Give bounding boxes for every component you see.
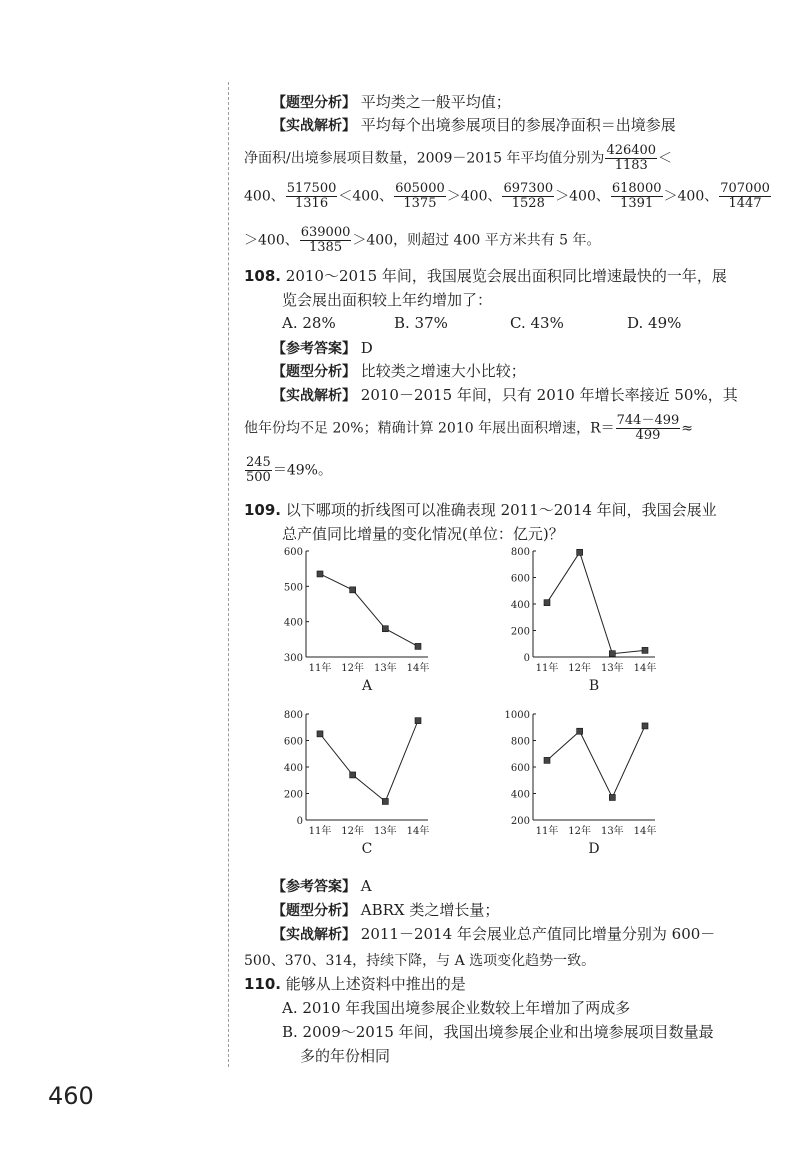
- series-line: [320, 721, 418, 802]
- data-point: [350, 772, 356, 778]
- x-tick-label: 14年: [406, 826, 430, 837]
- option-b: B. 37%: [394, 314, 448, 332]
- question-number: 110.: [244, 975, 282, 993]
- series-line: [320, 574, 418, 646]
- type-analysis-text: 平均类之一般平均值；: [360, 93, 511, 111]
- fraction: $\frac{426400}{1183}$: [606, 143, 657, 173]
- data-point: [382, 626, 388, 632]
- fraction: $\frac{697300}{1528}$: [503, 181, 554, 211]
- fraction: $\frac{517500}{1316}$: [286, 181, 337, 211]
- q110-option-b-line2: 多的年份相同: [300, 1047, 391, 1065]
- y-tick-label: 600: [283, 736, 303, 748]
- y-tick-label: 200: [510, 816, 530, 827]
- x-tick-label: 13年: [600, 826, 624, 837]
- y-tick-label: 0: [523, 653, 530, 664]
- x-tick-label: 13年: [373, 663, 397, 674]
- fraction: $\frac{245}{500}$: [246, 455, 271, 485]
- q108-stem-line1: [244, 266, 727, 286]
- q108-solution-line1: 【实战解析】 2010－2015 年间，只有 2010 年增长率接近 50%，其: [272, 386, 738, 404]
- q107-solution-line3: 400、 $\frac{517500}{1316}$ ＜400、 $\frac{605000}{1375}$ ＞400、 $\frac{697300}{1528}$ ＞400、 $\frac{618000}{1391}$ ＞400、 $\frac{707000}{1447}$: [244, 181, 770, 211]
- y-tick-label: 400: [510, 789, 530, 801]
- data-point: [577, 728, 583, 734]
- page-number: 460: [48, 1082, 94, 1110]
- x-tick-label: 11年: [308, 826, 332, 837]
- answer-tag: 【参考答案】: [272, 341, 356, 357]
- data-point: [609, 794, 615, 800]
- q109-stem-line1: 109. 以下哪项的折线图可以准确表现 2011～2014 年间，我国会展业: [244, 501, 717, 519]
- q107-type-line: [272, 92, 511, 113]
- data-point: [415, 643, 421, 649]
- q109-solution-line1: 【实战解析】 2011－2014 年会展业总产值同比增量分别为 600－: [272, 925, 716, 943]
- y-tick-label: 600: [510, 763, 530, 774]
- y-tick-label: 600: [510, 573, 530, 585]
- solution-tag: 【实战解析】: [272, 118, 356, 134]
- chart-a: [278, 545, 458, 705]
- data-point: [577, 549, 583, 555]
- data-point: [544, 600, 550, 606]
- q108-type-line: 【题型分析】 比较类之增速大小比较；: [272, 362, 526, 380]
- chart-d: [505, 708, 685, 868]
- answer-value: D: [360, 339, 373, 357]
- binding-margin-line: [228, 82, 229, 1067]
- y-tick-label: 0: [296, 816, 303, 827]
- question-number: 109.: [244, 501, 282, 519]
- fraction: $\frac{618000}{1391}$: [611, 181, 662, 211]
- q108-solution-line3: $\frac{245}{500}$ ＝49%。: [246, 455, 332, 485]
- y-tick-label: 400: [510, 600, 530, 611]
- data-point: [350, 587, 356, 593]
- y-tick-label: 400: [283, 617, 303, 629]
- x-tick-label: 12年: [568, 826, 592, 837]
- q110-stem: 110. 能够从上述资料中推出的是: [244, 975, 466, 993]
- x-tick-label: 11年: [535, 663, 559, 674]
- y-tick-label: 800: [510, 736, 530, 748]
- type-analysis-tag: 【题型分析】: [272, 95, 356, 111]
- x-tick-label: 14年: [633, 826, 657, 837]
- x-tick-label: 13年: [600, 663, 624, 674]
- q108-solution-line2: 他年份均不足 20%；精确计算 2010 年展出面积增速，R＝ $\frac{744-499}{499}$ ≈: [244, 413, 694, 443]
- q109-type-line: 【题型分析】 ABRX 类之增长量；: [272, 901, 500, 919]
- q109-stem-line2: 总产值同比增量的变化情况(单位：亿元)？: [282, 525, 564, 543]
- x-tick-label: 12年: [341, 663, 365, 674]
- y-tick-label: 600: [283, 547, 303, 558]
- option-a: A. 28%: [282, 314, 336, 332]
- question-stem: 2010～2015 年间，我国展览会展出面积同比增速最快的一年，展: [285, 267, 727, 285]
- q107-solution-line1: [272, 115, 676, 136]
- chart-c: [278, 708, 458, 868]
- data-point: [609, 651, 615, 657]
- y-tick-label: 1000: [504, 710, 530, 721]
- q107-solution-line4: ＞400、 $\frac{639000}{1385}$ ＞400，则超过 400 平方米共有 5 年。: [244, 225, 601, 255]
- data-point: [415, 718, 421, 724]
- fraction: $\frac{744-499}{499}$: [616, 413, 680, 443]
- q110-option-b-line1: B. 2009～2015 年间，我国出境参展企业和出境参展项目数量最: [282, 1023, 714, 1041]
- fraction: $\frac{707000}{1447}$: [720, 181, 770, 211]
- option-c: C. 43%: [510, 314, 564, 332]
- q107-solution-line2: 净面积/出境参展项目数量，2009－2015 年平均值分别为 $\frac{426400}{1183}$ ＜: [244, 143, 673, 173]
- y-tick-label: 400: [283, 763, 303, 774]
- y-tick-label: 800: [510, 547, 530, 558]
- x-tick-label: 13年: [373, 826, 397, 837]
- q110-option-a: A. 2010 年我国出境参展企业数较上年增加了两成多: [282, 999, 631, 1017]
- x-tick-label: 14年: [633, 663, 657, 674]
- y-tick-label: 300: [283, 653, 303, 664]
- y-tick-label: 200: [510, 626, 530, 638]
- q109-answer-line: 【参考答案】 A: [272, 877, 372, 895]
- chart-title: D: [588, 841, 600, 857]
- q108-stem-line2: 览会展出面积较上年约增加了：: [282, 291, 493, 309]
- data-point: [317, 571, 323, 577]
- y-tick-label: 200: [283, 789, 303, 801]
- solution-text: 平均每个出境参展项目的参展净面积＝出境参展: [360, 116, 676, 134]
- x-tick-label: 11年: [308, 663, 332, 674]
- y-tick-label: 800: [283, 710, 303, 721]
- x-tick-label: 11年: [535, 826, 559, 837]
- data-point: [317, 731, 323, 737]
- x-tick-label: 14年: [406, 663, 430, 674]
- q108-answer-line: [272, 338, 373, 359]
- q109-solution-line2: 500、370、314，持续下降，与 A 选项变化趋势一致。: [244, 953, 596, 969]
- series-line: [547, 552, 645, 653]
- data-point: [642, 723, 648, 729]
- data-point: [642, 647, 648, 653]
- fraction: $\frac{605000}{1375}$: [395, 181, 445, 211]
- series-line: [547, 726, 645, 798]
- data-point: [382, 798, 388, 804]
- chart-title: A: [361, 678, 373, 694]
- chart-title: C: [361, 841, 373, 857]
- chart-title: B: [588, 678, 600, 694]
- x-tick-label: 12年: [341, 826, 365, 837]
- question-number: 108.: [244, 267, 282, 285]
- option-d: D. 49%: [627, 314, 682, 332]
- y-tick-label: 500: [283, 582, 303, 594]
- data-point: [544, 757, 550, 763]
- fraction: $\frac{639000}{1385}$: [300, 225, 351, 255]
- chart-b: [505, 545, 685, 705]
- x-tick-label: 12年: [568, 663, 592, 674]
